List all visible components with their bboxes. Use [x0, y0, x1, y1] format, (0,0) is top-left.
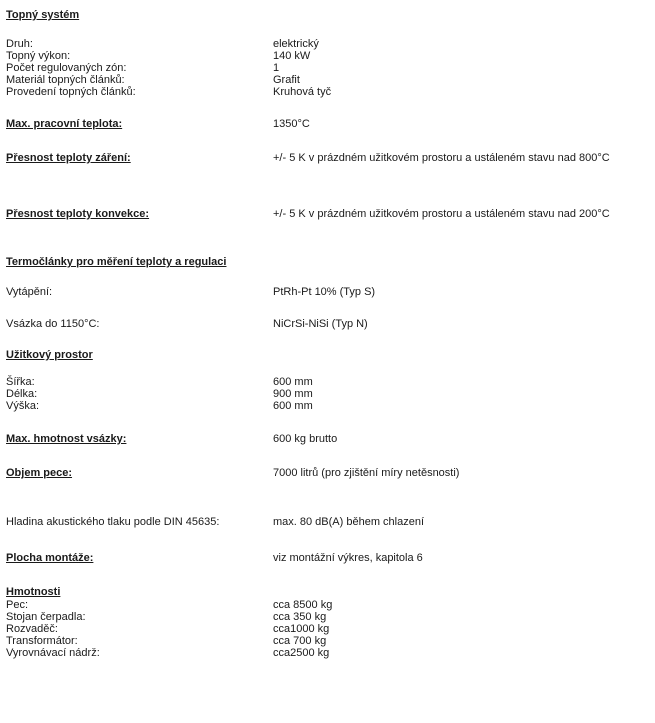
weight-furnace-label: Pec: — [6, 599, 29, 611]
heating-type-value: elektrický — [273, 38, 319, 50]
mounting-value: viz montážní výkres, kapitola 6 — [273, 552, 423, 564]
workspace-width-value: 600 mm — [273, 376, 313, 388]
heating-design-label: Provedení topných článků: — [6, 86, 136, 98]
weight-transformer-label: Transformátor: — [6, 635, 78, 647]
weight-switchboard-value: cca1000 kg — [273, 623, 330, 635]
heating-zones-value: 1 — [273, 62, 280, 74]
workspace-length-value: 900 mm — [273, 388, 313, 400]
max-temp-label: Max. pracovní teplota: — [6, 118, 123, 130]
weight-pump-stand-value: cca 350 kg — [273, 611, 327, 623]
max-temp-value: 1350°C — [273, 118, 310, 130]
workspace-width-label: Šířka: — [6, 376, 35, 388]
weight-transformer-value: cca 700 kg — [273, 635, 327, 647]
weight-pump-stand-label: Stojan čerpadla: — [6, 611, 86, 623]
heating-material-value: Grafit — [273, 74, 300, 86]
thermocouple-load-label: Vsázka do 1150°C: — [6, 318, 100, 330]
workspace-height-value: 600 mm — [273, 400, 313, 412]
thermocouple-heating-label: Vytápění: — [6, 286, 53, 298]
heating-heading: Topný systém — [6, 9, 80, 21]
noise-label: Hladina akustického tlaku podle DIN 45635: — [6, 516, 220, 528]
heating-material-label: Materiál topných článků: — [6, 74, 125, 86]
volume-value: 7000 litrů (pro zjištění míry netěsnosti) — [273, 467, 460, 479]
thermocouple-heating-value: PtRh-Pt 10% (Typ S) — [273, 286, 376, 298]
heating-power-label: Topný výkon: — [6, 50, 71, 62]
heating-design-value: Kruhová tyč — [273, 86, 332, 98]
workspace-height-label: Výška: — [6, 400, 40, 412]
mounting-label: Plocha montáže: — [6, 552, 94, 564]
heating-power-value: 140 kW — [273, 50, 311, 62]
radiation-accuracy-value: +/- 5 K v prázdném užitkovém prostoru a ustáleném stavu nad 800°C — [273, 152, 610, 164]
workspace-heading: Užitkový prostor — [6, 349, 93, 361]
heating-zones-label: Počet regulovaných zón: — [6, 62, 127, 74]
max-load-label: Max. hmotnost vsázky: — [6, 433, 127, 445]
weight-tank-value: cca2500 kg — [273, 647, 330, 659]
noise-value: max. 80 dB(A) během chlazení — [273, 516, 425, 528]
max-load-value: 600 kg brutto — [273, 433, 338, 445]
convection-accuracy-value: +/- 5 K v prázdném užitkovém prostoru a ustáleném stavu nad 200°C — [273, 208, 610, 220]
weights-heading: Hmotnosti — [6, 586, 61, 598]
workspace-length-label: Délka: — [6, 388, 38, 400]
thermocouple-load-value: NiCrSi-NiSi (Typ N) — [273, 318, 368, 330]
radiation-accuracy-label: Přesnost teploty záření: — [6, 152, 131, 164]
heating-type-label: Druh: — [6, 38, 33, 50]
weight-tank-label: Vyrovnávací nádrž: — [6, 647, 100, 659]
weight-furnace-value: cca 8500 kg — [273, 599, 333, 611]
volume-label: Objem pece: — [6, 467, 73, 479]
thermocouples-heading: Termočlánky pro měření teploty a regulaci — [6, 256, 227, 268]
weight-switchboard-label: Rozvaděč: — [6, 623, 58, 635]
convection-accuracy-label: Přesnost teploty konvekce: — [6, 208, 150, 220]
